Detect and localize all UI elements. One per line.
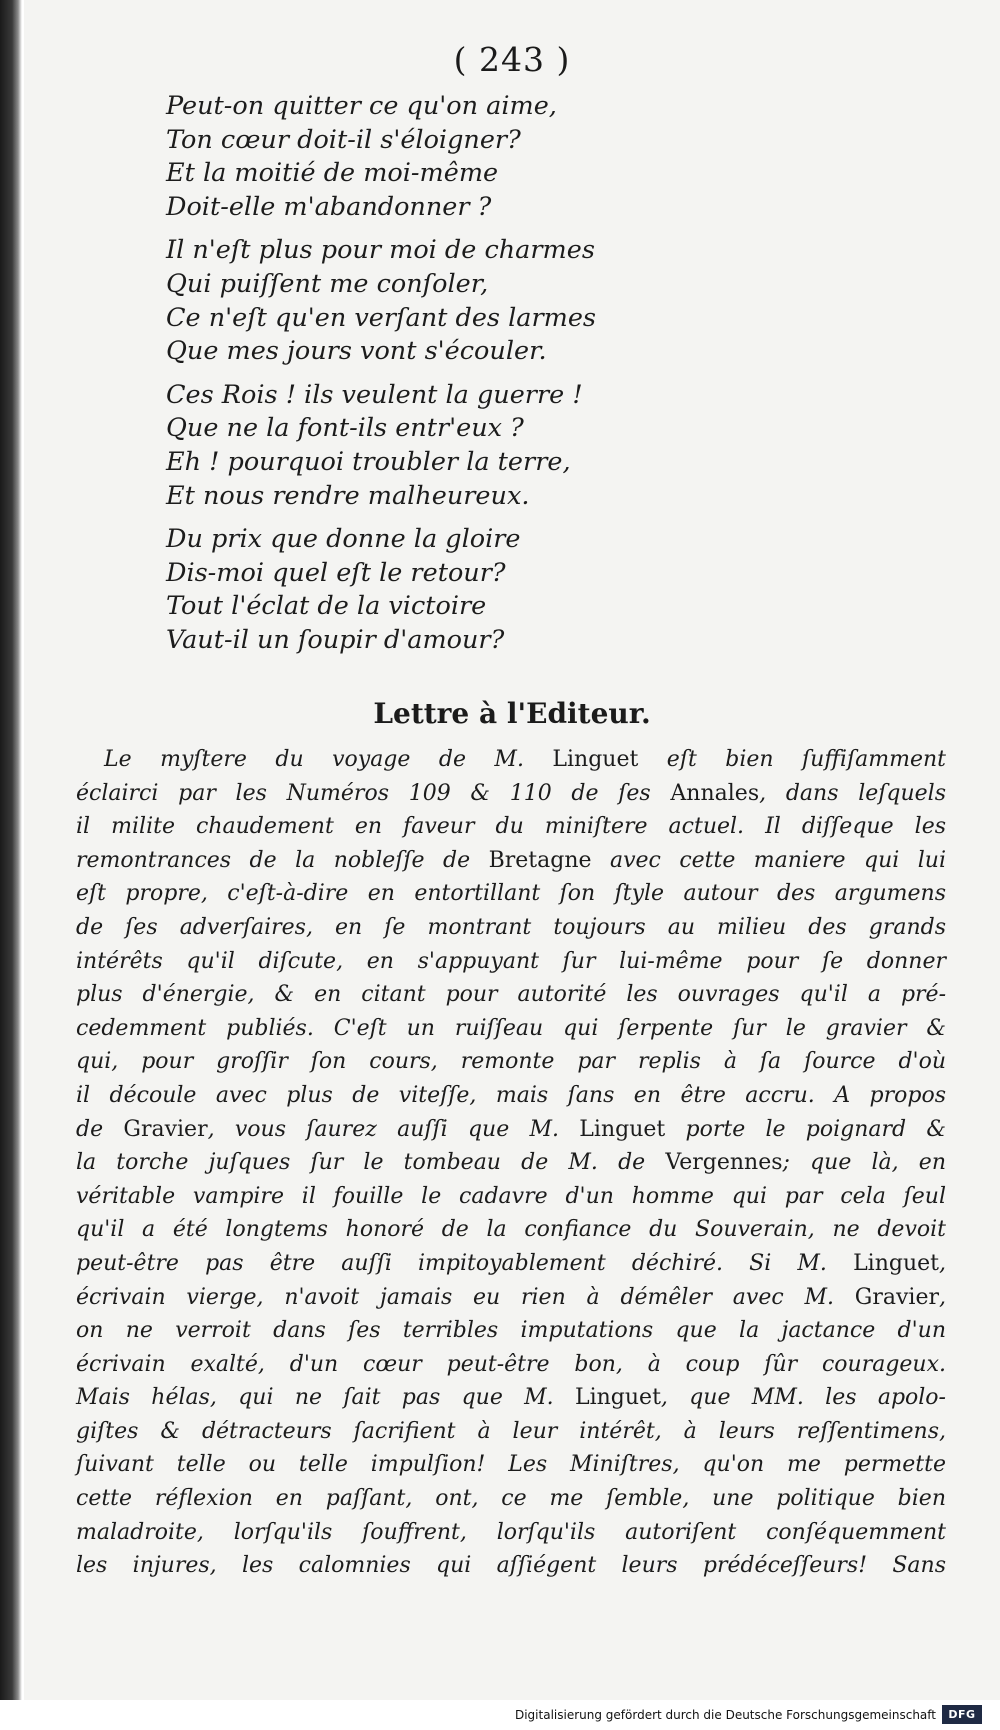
text-line [76, 1381, 946, 1415]
text-line [76, 1247, 946, 1281]
letter-heading: Lettre à l'Editeur. [373, 697, 651, 730]
poem-line: Ces Rois ! ils veulent la guerre ! [166, 379, 583, 410]
text-run: , vous ſaurez auſſi que M. [207, 1116, 580, 1142]
poem-line: Du prix que donne la gloire [166, 524, 521, 555]
proper-name: Linguet [574, 1385, 661, 1411]
poem-line: Ce n'eſt qu'en verſant des larmes [166, 302, 597, 333]
text-line: qu'il a été longtems honoré de la confiance du Souverain, ne devoit [76, 1217, 946, 1243]
poem [166, 90, 806, 668]
text-line: il découle avec plus de viteſſe, mais ſans en être accru. A propos [76, 1082, 946, 1108]
proper-name: Bretagne [488, 847, 592, 873]
poem-line: Dis-moi quel eſt le retour? [166, 557, 506, 588]
text-run: , que MM. les apolo- [660, 1385, 946, 1411]
poem-line: Que mes jours vont s'écouler. [166, 336, 547, 367]
text-run: Le myſtere du voyage de M. [104, 747, 553, 772]
text-line: ſuivant telle ou telle impulſion! Les Miniſtres, qu'on me permette [76, 1452, 946, 1478]
proper-name: Linguet [853, 1250, 939, 1276]
poem-line: Ton cœur doit-il s'éloigner? [166, 124, 521, 155]
text-line [76, 777, 946, 811]
proper-name: Linguet [552, 747, 639, 772]
poem-line: Que ne la font-ils entr'eux ? [166, 413, 524, 444]
proper-name: Gravier [123, 1116, 208, 1142]
proper-name: Annales [670, 780, 760, 806]
scan-binding-shadow [0, 0, 22, 1730]
poem-line: Doit-elle m'abandonner ? [166, 191, 492, 222]
text-run: , [939, 1284, 946, 1310]
poem-stanza-3 [166, 379, 806, 513]
poem-stanza-1 [166, 90, 806, 224]
text-line: qui, pour groſſir ſon cours, remonte par replis à ſa ſource d'où [76, 1049, 946, 1075]
text-line: maladroite, lorſqu'ils ſouffrent, lorſqu'ils autoriſent conſéquemment [76, 1519, 946, 1545]
proper-name: Gravier [854, 1284, 939, 1310]
funding-credit: Digitalisierung gefördert durch die Deutsche Forschungsgemeinschaft [514, 1708, 936, 1722]
proper-name: Vergennes [665, 1150, 783, 1176]
text-run: porte le poignard & [665, 1116, 946, 1142]
poem-line: Peut-on quitter ce qu'on aime, [166, 91, 557, 121]
poem-line: Il n'eſt plus pour moi de charmes [166, 235, 595, 266]
book-page [24, 0, 1000, 1700]
text-run: eſt bien ſuffiſamment [638, 747, 946, 772]
poem-line: Et nous rendre malheureux. [166, 480, 530, 511]
text-line: de ſes adverſaires, en ſe montrant toujours au milieu des grands [76, 914, 946, 940]
text-run: de [76, 1116, 124, 1142]
poem-line: Tout l'éclat de la victoire [166, 591, 487, 622]
text-run: peut-être pas être auſſi impitoyablement déchiré. Si M. [76, 1250, 854, 1276]
text-run: , [939, 1250, 946, 1276]
text-run: , dans leſquels [759, 780, 946, 806]
dfg-logo-icon: DFG [942, 1705, 982, 1724]
text-run: avec cette maniere qui lui [591, 847, 946, 873]
proper-name: Linguet [579, 1116, 666, 1142]
text-run: la torche juſques ſur le tombeau de M. de [76, 1150, 666, 1176]
text-line: eſt propre, c'eſt-à-dire en entortillant ſon ſtyle autour des argumens [76, 881, 946, 907]
text-line [76, 1113, 946, 1147]
text-run: remontrances de la nobleſſe de [76, 847, 489, 873]
text-run: éclairci par les Numéros 109 & 110 de ſes [76, 780, 671, 806]
text-line [76, 844, 946, 878]
text-line [76, 1146, 946, 1180]
poem-line: Et la moitié de moi-même [166, 158, 499, 189]
poem-stanza-2 [166, 234, 806, 368]
text-line [76, 1281, 946, 1315]
text-run: ; que là, en [782, 1150, 946, 1176]
text-run: Mais hélas, qui ne ſait pas que M. [76, 1385, 575, 1411]
letter-body [76, 743, 946, 1583]
text-line: cedemment publiés. C'eſt un ruiſſeau qui ſerpente ſur le gravier & [76, 1015, 946, 1041]
text-line [76, 743, 946, 777]
poem-line: Eh ! pourquoi troubler la terre, [166, 446, 571, 477]
text-line: giſtes & détracteurs ſacrifient à leur intérêt, à leurs reſſentimens, [76, 1418, 946, 1444]
text-line: intérêts qu'il diſcute, en s'appuyant ſur lui-même pour ſe donner [76, 948, 946, 974]
text-line: les injures, les calomnies qui aſſiégent leurs prédéceſſeurs! Sans [76, 1553, 946, 1579]
text-line: on ne verroit dans ſes terribles imputations que la jactance d'un [76, 1318, 946, 1344]
poem-line: Vaut-il un ſoupir d'amour? [166, 624, 505, 655]
poem-stanza-4 [166, 523, 806, 657]
poem-line: Qui puiſſent me conſoler, [166, 268, 489, 299]
text-line: plus d'énergie, & en citant pour autorité les ouvrages qu'il a pré- [76, 982, 946, 1008]
text-line: véritable vampire il fouille le cadavre d'un homme qui par cela ſeul [76, 1183, 946, 1209]
page-number: ( 243 ) [453, 40, 571, 79]
text-line: il milite chaudement en faveur du miniſtere actuel. Il diſſeque les [76, 814, 946, 840]
text-line: cette réflexion en paſſant, ont, ce me ſemble, une politique bien [76, 1486, 946, 1512]
text-line: écrivain exalté, d'un cœur peut-être bon, à coup ſûr courageux. [76, 1351, 946, 1377]
text-run: écrivain vierge, n'avoit jamais eu rien à démêler avec M. [76, 1284, 855, 1310]
